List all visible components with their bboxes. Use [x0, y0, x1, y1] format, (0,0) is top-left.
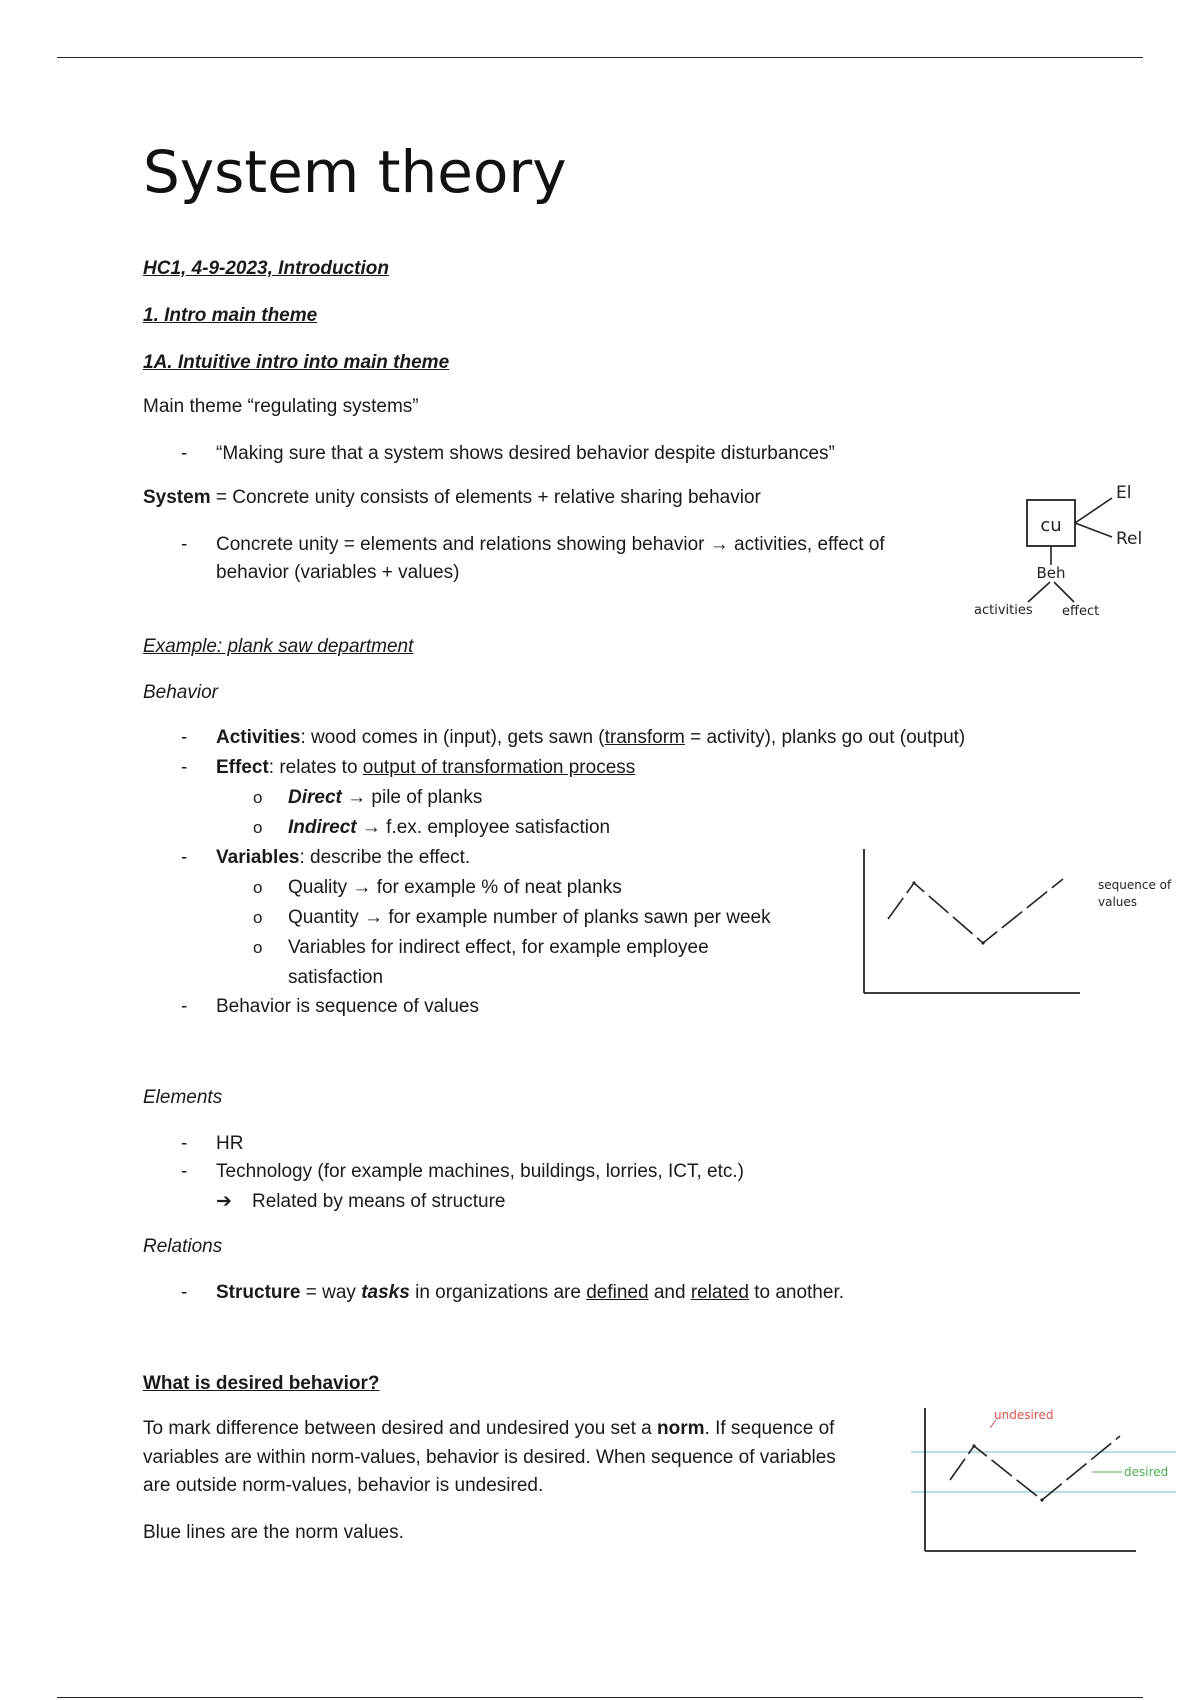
- activities-text-post: = activity), planks go out (output): [684, 727, 966, 748]
- lecture-heading: HC1, 4-9-2023, Introduction: [143, 258, 389, 279]
- norm-paragraph-line-3: are outside norm-values, behavior is undesired.: [143, 1475, 544, 1496]
- structure-post: to another.: [748, 1282, 844, 1303]
- system-def-text: = Concrete unity consists of elements + relative sharing behavior: [210, 487, 761, 508]
- system-diagram: [970, 470, 1150, 625]
- bullet-dash: -: [181, 1161, 188, 1182]
- el-line: [1075, 498, 1112, 523]
- direct-label: Direct: [288, 787, 342, 808]
- effect-underlined: output of transformation process: [362, 757, 636, 778]
- arrow-icon: ➔: [216, 1191, 232, 1212]
- behavior-sequence-line: Behavior is sequence of values: [216, 996, 479, 1017]
- bullet-dash: -: [181, 1133, 188, 1154]
- structure-tasks: tasks: [361, 1282, 410, 1303]
- sequence-point: [972, 1444, 975, 1447]
- norm-word: norm: [657, 1418, 705, 1439]
- desired-label: desired: [1124, 1465, 1169, 1479]
- bullet-dash: -: [181, 1282, 188, 1303]
- desired-heading: What is desired behavior?: [143, 1373, 380, 1394]
- effect-label: Effect: [216, 757, 269, 778]
- undesired-label: undesired: [994, 1408, 1054, 1422]
- example-heading: Example: plank saw department: [143, 636, 414, 657]
- section-heading-1a: 1A. Intuitive intro into main theme: [143, 352, 450, 373]
- indirect-variable-line-2: satisfaction: [288, 967, 384, 988]
- sub-bullet-circle: o: [253, 818, 263, 837]
- relations-heading: Relations: [143, 1236, 223, 1257]
- indirect-line: [288, 816, 610, 840]
- structure-line: [216, 1281, 844, 1305]
- norm-paragraph-line-1: [143, 1417, 834, 1441]
- activities-text: : wood comes in (input), gets sawn (: [300, 727, 605, 748]
- bullet-dash: -: [181, 443, 188, 464]
- norm-chart: [908, 1400, 1180, 1560]
- quantity-line: Quantity → for example number of planks sawn per week: [288, 907, 771, 928]
- beh-label: Beh: [1036, 564, 1066, 582]
- sequence-label-2: values: [1098, 895, 1138, 909]
- structure-related: related: [690, 1282, 749, 1303]
- elements-heading: Elements: [143, 1087, 223, 1108]
- structure-label: Structure: [216, 1282, 301, 1303]
- structure-mid: in organizations are: [409, 1282, 587, 1303]
- direct-line: [288, 786, 482, 810]
- norm-paragraph-line-2: variables are within norm-values, behavior is desired. When sequence of variables: [143, 1447, 836, 1468]
- main-theme-bullet: “Making sure that a system shows desired behavior despite disturbances”: [216, 443, 835, 464]
- quality-line: Quality → for example % of neat planks: [288, 877, 622, 898]
- variables-line: [216, 846, 470, 870]
- structure-and: and: [648, 1282, 691, 1303]
- indirect-text: → f.ex. employee satisfaction: [356, 817, 611, 838]
- technology-item: Technology (for example machines, buildings, lorries, ICT, etc.): [216, 1161, 745, 1182]
- effect-label: effect: [1062, 604, 1100, 619]
- bullet-dash: -: [181, 757, 188, 778]
- sequence-label-1: sequence of: [1098, 878, 1172, 892]
- bullet-dash: -: [181, 534, 188, 555]
- bullet-dash: -: [181, 727, 188, 748]
- sequence-point: [912, 881, 915, 884]
- bullet-dash: -: [181, 996, 188, 1017]
- structure-pre: = way: [300, 1282, 362, 1303]
- top-rule: [57, 57, 1143, 58]
- sequence-point: [981, 941, 984, 944]
- concrete-unity-line-1: Concrete unity = elements and relations showing behavior → activities, effect of: [216, 534, 885, 555]
- activities-label: Activities: [216, 727, 301, 748]
- variables-label: Variables: [216, 847, 300, 868]
- sequence-point: [1040, 1498, 1043, 1501]
- el-label: El: [1116, 483, 1132, 503]
- sub-bullet-circle: o: [253, 908, 263, 927]
- main-theme-line: Main theme “regulating systems”: [143, 396, 419, 417]
- related-line: Related by means of structure: [252, 1191, 506, 1212]
- cu-label: cu: [1040, 515, 1062, 536]
- rel-label: Rel: [1116, 529, 1143, 549]
- structure-defined: defined: [586, 1282, 649, 1303]
- sub-bullet-circle: o: [253, 788, 263, 807]
- bullet-dash: -: [181, 847, 188, 868]
- norm-text-1a: To mark difference between desired and undesired you set a: [143, 1418, 658, 1439]
- blue-lines-note: Blue lines are the norm values.: [143, 1522, 404, 1543]
- hr-item: HR: [216, 1133, 244, 1154]
- effect-branch: [1054, 582, 1074, 602]
- rel-line: [1075, 523, 1112, 537]
- indirect-variable-line-1: Variables for indirect effect, for example employee: [288, 937, 709, 958]
- variables-text: : describe the effect.: [299, 847, 471, 868]
- effect-line: [216, 756, 635, 780]
- direct-text: → pile of planks: [341, 787, 483, 808]
- system-definition: [143, 486, 761, 510]
- activities-line: [216, 726, 965, 750]
- behavior-heading: Behavior: [143, 682, 218, 703]
- activities-label: activities: [974, 603, 1033, 618]
- sequence-chart: [858, 845, 1188, 1005]
- norm-text-1b: . If sequence of: [704, 1418, 835, 1439]
- sequence-line: [888, 879, 1063, 943]
- concrete-unity-line-2: behavior (variables + values): [216, 562, 460, 583]
- activities-branch: [1028, 582, 1050, 602]
- indirect-label: Indirect: [288, 817, 357, 838]
- effect-text: : relates to: [268, 757, 363, 778]
- section-heading-1: 1. Intro main theme: [143, 305, 318, 326]
- bottom-rule: [57, 1697, 1143, 1698]
- sub-bullet-circle: o: [253, 938, 263, 957]
- page-title: System theory: [143, 138, 567, 206]
- transform-word: transform: [604, 727, 685, 748]
- system-label: System: [143, 487, 211, 508]
- sub-bullet-circle: o: [253, 878, 263, 897]
